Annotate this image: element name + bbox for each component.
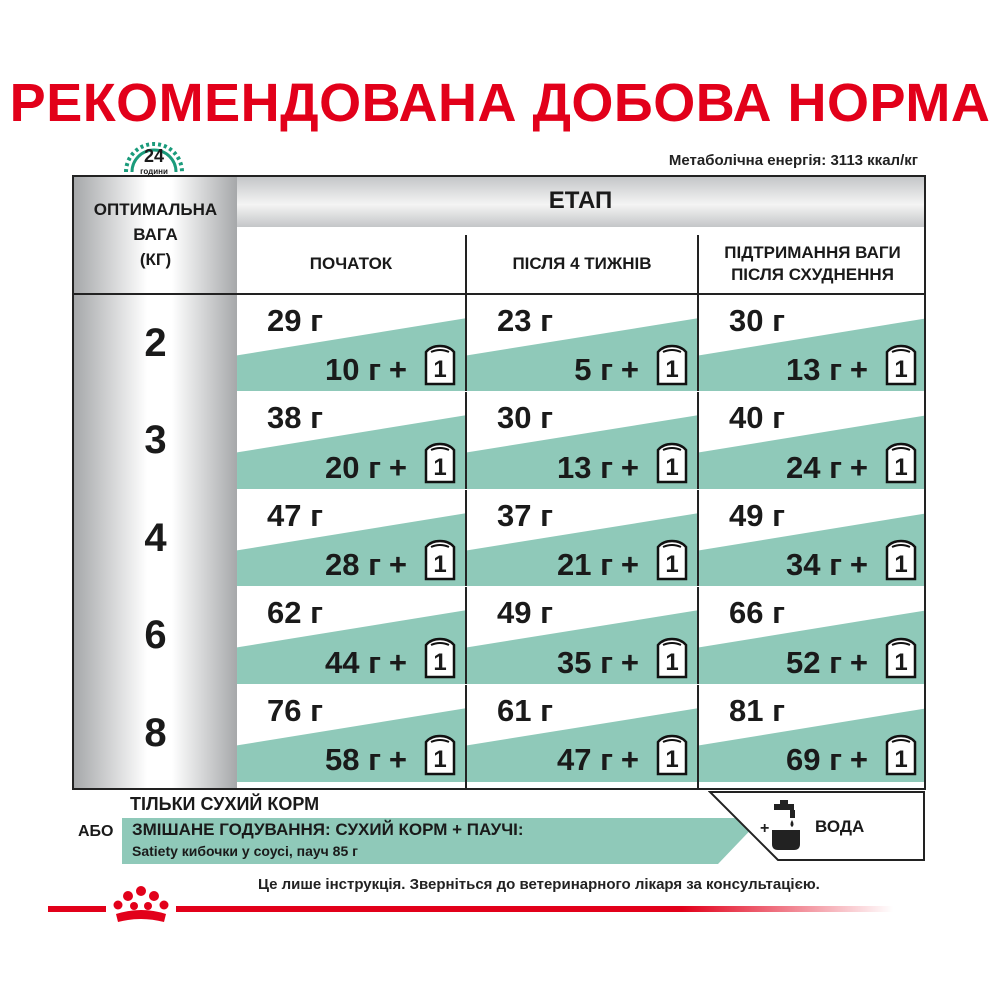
stage-header: ЕТАП (548, 187, 613, 214)
table-cell (699, 392, 926, 489)
table-cell (237, 587, 465, 684)
stage-4-weeks-header (467, 235, 697, 293)
dry-food-amount: 66 г (729, 595, 786, 631)
page-title: РЕКОМЕНДОВАНА ДОБОВА НОРМА (9, 73, 991, 133)
table-cell (699, 685, 926, 782)
pouch-count: 1 (665, 648, 679, 676)
pouch-icon (884, 344, 918, 386)
pouch-icon (423, 637, 457, 679)
pouch-icon (884, 734, 918, 776)
pouch-icon (423, 539, 457, 581)
plus-sign: + (388, 547, 407, 583)
stage-start-header (237, 235, 465, 293)
dry-food-amount: 49 г (729, 497, 786, 533)
feeding-table (72, 175, 926, 790)
mixed-dry-amount: 5 г (574, 352, 613, 388)
mixed-dry-amount: 52 г (785, 644, 842, 680)
pouch-icon (655, 637, 689, 679)
pouch-count: 1 (433, 356, 447, 384)
mixed-dry-amount: 44 г (324, 644, 381, 680)
weight-value: 4 (144, 515, 167, 560)
legend (0, 790, 1000, 870)
stage-label-line: ПОЧАТОК (309, 254, 393, 273)
weight-header-line: ОПТИМАЛЬНА (93, 200, 218, 219)
pouch-count: 1 (433, 551, 447, 579)
pouch-count: 1 (894, 453, 908, 481)
table-cell (237, 490, 465, 587)
pouch-icon (423, 442, 457, 484)
table-cell (467, 587, 697, 684)
stage-maintenance-header (699, 235, 926, 293)
dry-food-amount: 62 г (267, 595, 324, 631)
mixed-dry-amount: 28 г (324, 547, 381, 583)
dry-food-amount: 23 г (497, 303, 554, 338)
disclaimer: Це лише інструкція. Зверніться до ветеринарного лікаря за консультацією. (258, 876, 820, 893)
legend-or: АБО (78, 823, 114, 840)
pouch-icon (423, 734, 457, 776)
pouch-icon (655, 539, 689, 581)
mixed-dry-amount: 20 г (324, 449, 381, 485)
pouch-count: 1 (665, 551, 679, 579)
pouch-count: 1 (894, 648, 908, 676)
legend-mixed-feeding: ЗМІШАНЕ ГОДУВАННЯ: СУХИЙ КОРМ + ПАУЧІ: (132, 820, 524, 839)
pouch-count: 1 (665, 745, 679, 773)
table-cell (467, 685, 697, 782)
pouch-count: 1 (433, 745, 447, 773)
dry-food-amount: 30 г (497, 400, 554, 436)
plus-sign: + (849, 741, 868, 777)
dry-food-amount: 61 г (497, 692, 554, 728)
weight-header (74, 197, 237, 272)
pouch-count: 1 (433, 648, 447, 676)
legend-pouch-info: Satiety кибочки у соусі, пауч 85 г (132, 843, 358, 859)
stage-label-line: ПІДТРИМАННЯ ВАГИ (724, 243, 901, 262)
stage-label-line: ПІСЛЯ СХУДНЕННЯ (731, 265, 894, 284)
pouch-count: 1 (894, 551, 908, 579)
dry-food-amount: 47 г (267, 497, 324, 533)
dry-food-amount: 81 г (729, 692, 786, 728)
dry-food-amount: 38 г (267, 400, 324, 436)
weight-value: 2 (144, 321, 167, 365)
metabolic-energy: Метаболічна енергія: 3113 ккал/кг (668, 152, 918, 169)
pouch-count: 1 (665, 453, 679, 481)
plus-sign: + (620, 352, 639, 388)
stage-label-line: ПІСЛЯ 4 ТИЖНІВ (512, 254, 652, 273)
pouch-icon (884, 637, 918, 679)
weight-header-line: (КГ) (139, 250, 172, 269)
plus-sign: + (388, 644, 407, 680)
dry-food-amount: 40 г (729, 400, 786, 436)
table-cell (699, 490, 926, 587)
plus-sign: + (388, 741, 407, 777)
pouch-icon (655, 442, 689, 484)
dry-food-amount: 37 г (497, 497, 554, 533)
table-cell (467, 392, 697, 489)
legend-dry-only: ТІЛЬКИ СУХИЙ КОРМ (130, 794, 320, 814)
table-cell (467, 490, 697, 587)
dry-food-amount: 30 г (729, 303, 786, 338)
mixed-dry-amount: 13 г (556, 449, 613, 485)
table-cell (699, 295, 926, 392)
pouch-icon (655, 734, 689, 776)
dry-food-amount: 76 г (267, 692, 324, 728)
pouch-count: 1 (433, 453, 447, 481)
table-cell (699, 587, 926, 684)
mixed-dry-amount: 34 г (785, 547, 842, 583)
pouch-count: 1 (665, 356, 679, 384)
dry-food-amount: 29 г (267, 303, 324, 338)
mixed-dry-amount: 24 г (785, 449, 842, 485)
plus-sign: + (620, 547, 639, 583)
weight-header-line: ВАГА (133, 225, 178, 244)
pouch-icon (423, 344, 457, 386)
pouch-icon (884, 442, 918, 484)
plus-sign: + (620, 644, 639, 680)
weight-value: 6 (144, 613, 167, 658)
royal-canin-crown-logo (106, 884, 176, 928)
clock-unit: години (140, 167, 168, 176)
plus-sign: + (620, 449, 639, 485)
pouch-icon (655, 344, 689, 386)
mixed-dry-amount: 58 г (324, 741, 381, 777)
mixed-dry-amount: 13 г (785, 352, 842, 388)
plus-sign: + (849, 449, 868, 485)
weight-value: 3 (144, 418, 167, 463)
dry-food-amount: 49 г (497, 595, 554, 631)
table-cell (467, 295, 697, 392)
plus-sign: + (849, 644, 868, 680)
legend-water: ВОДА (815, 817, 865, 836)
table-cell (237, 685, 465, 782)
plus-sign: + (620, 741, 639, 777)
table-cell (237, 392, 465, 489)
water-plus: + (760, 820, 770, 837)
mixed-dry-amount: 21 г (556, 547, 613, 583)
mixed-dry-amount: 10 г (324, 352, 381, 388)
table-cell (237, 295, 465, 392)
pouch-icon (884, 539, 918, 581)
plus-sign: + (849, 547, 868, 583)
mixed-dry-amount: 47 г (556, 741, 613, 777)
weight-value: 8 (144, 710, 167, 755)
plus-sign: + (388, 352, 407, 388)
clock-number: 24 (143, 146, 165, 166)
mixed-dry-amount: 35 г (556, 644, 613, 680)
plus-sign: + (849, 352, 868, 388)
pouch-count: 1 (894, 745, 908, 773)
plus-sign: + (388, 449, 407, 485)
pouch-count: 1 (894, 356, 908, 384)
mixed-dry-amount: 69 г (785, 741, 842, 777)
